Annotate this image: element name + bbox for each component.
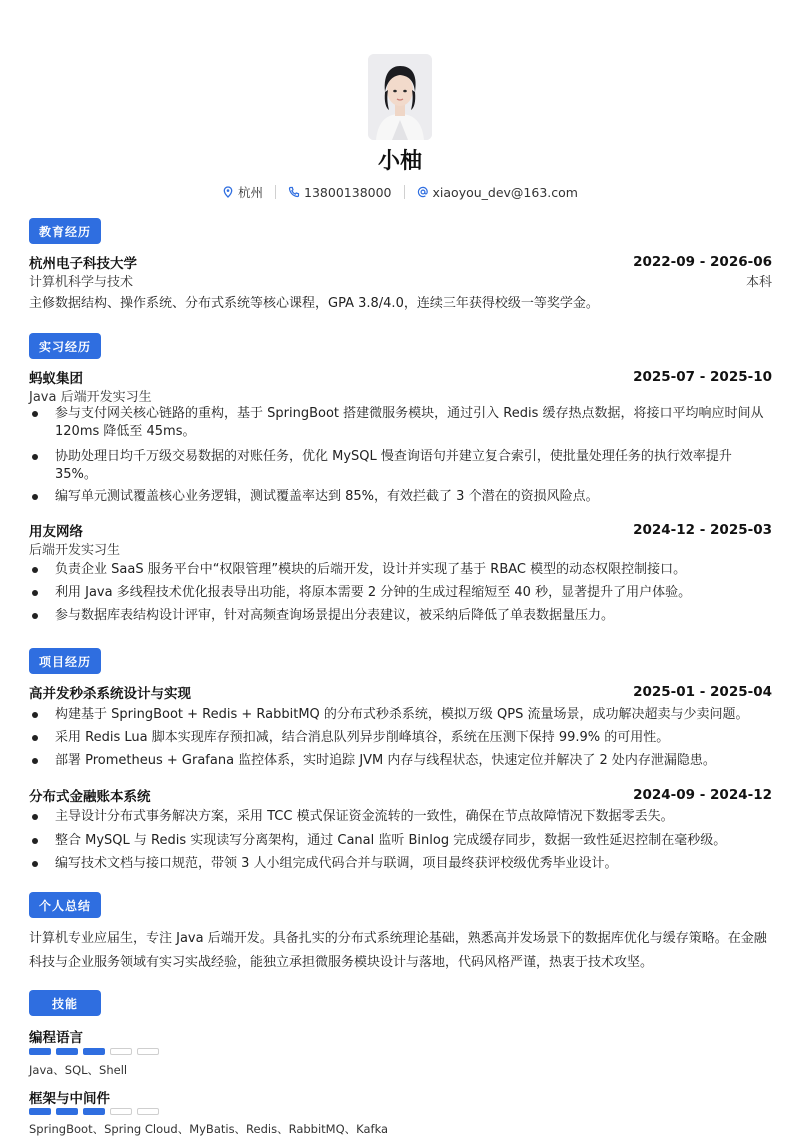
list-item [29,561,686,579]
section-heading-education: 教育经历 [29,218,101,244]
internship-date: 2025-07 - 2025-10 [633,369,772,385]
education-subheader [29,271,772,289]
bullet-text: 部署 Prometheus + Grafana 监控体系，实时追踪 JVM 内存与线程状态，快速定位并解决了 2 处内存泄漏隐患。 [55,753,716,768]
bullet-text: 采用 Redis Lua 脚本实现库存预扣减，结合消息队列异步削峰填谷，系统在压测下保持 99.9% 的可用性。 [55,730,670,745]
bullet-dot [32,613,38,619]
internship-date: 2024-12 - 2025-03 [633,522,772,538]
phone-icon [288,186,300,198]
bullet-dot [32,758,38,764]
contact-email [417,185,578,200]
section-heading-summary: 个人总结 [29,892,101,918]
bullet-dot [32,861,38,867]
skill-detail: Java、SQL、Shell [29,1063,128,1077]
skill-name: 编程语言 [29,1030,83,1046]
bullet-text: 构建基于 SpringBoot + Redis + RabbitMQ 的分布式秒杀系统，模拟万级 QPS 流量场景，成功解决超卖与少卖问题。 [55,707,749,722]
skill-level-bar [29,1048,159,1055]
education-description: 主修数据结构、操作系统、分布式系统等核心课程，GPA 3.8/4.0，连续三年获得校级一等奖学金。 [29,296,599,311]
project-name: 分布式金融账本系统 [29,789,151,805]
skill-level-filled [56,1108,78,1115]
bullet-text: 编写技术文档与接口规范，带领 3 人小组完成代码合并与联调，项目最终获评校级优秀毕业设计。 [55,856,618,871]
company-name: 蚂蚁集团 [29,371,83,387]
skill-level-filled [29,1048,51,1055]
skill-level-empty [110,1108,132,1115]
education-date: 2022-09 - 2026-06 [633,254,772,270]
list-item [29,729,669,747]
skill-detail: SpringBoot、Spring Cloud、MyBatis、Redis、RabbitMQ、Kafka [29,1122,389,1136]
bullet-dot [32,494,38,500]
major: 计算机科学与技术 [29,274,134,290]
company-name: 用友网络 [29,524,83,540]
contact-phone [288,185,391,200]
skill-level-empty [137,1108,159,1115]
section-heading-projects: 项目经历 [29,648,101,674]
list-item [29,405,774,441]
list-item [29,832,726,850]
bullet-text: 协助处理日均千万级交易数据的对账任务，优化 MySQL 慢查询语句并建立复合索引，使批量处理任务的执行效率提升 35%。 [55,449,732,482]
skill-level-empty [110,1048,132,1055]
bullet-dot [32,454,38,460]
list-item [29,808,674,826]
bullet-dot [32,814,38,820]
bullet-text: 参与支付网关核心链路的重构，基于 SpringBoot 搭建微服务模块，通过引入 Redis 缓存热点数据，将接口平均响应时间从 120ms 降低至 45ms。 [55,406,764,439]
school-name: 杭州电子科技大学 [29,256,137,272]
skill-level-filled [29,1108,51,1115]
email-text[interactable]: xiaoyou_dev@163.com [432,184,578,200]
contact-divider [404,185,405,199]
list-item [29,607,614,625]
list-item [29,488,599,506]
job-role: Java 后端开发实习生 [29,389,152,405]
skill-name: 框架与中间件 [29,1091,110,1107]
internship-role-row [29,539,772,557]
skill-level-bar [29,1108,159,1115]
project-header [29,683,772,701]
bullet-dot [32,567,38,573]
skill-level-filled [83,1048,105,1055]
contact-city [222,183,263,201]
skill-level-filled [56,1048,78,1055]
list-item [29,706,749,724]
bullet-dot [32,590,38,596]
bullet-dot [32,712,38,718]
project-header [29,786,772,804]
bullet-text: 整合 MySQL 与 Redis 实现读写分离架构，通过 Canal 监听 Binlog 完成缓存同步，数据一致性延迟控制在毫秒级。 [55,833,727,848]
bullet-text: 编写单元测试覆盖核心业务逻辑，测试覆盖率达到 85%，有效拦截了 3 个潜在的资损风险点。 [55,489,599,504]
contact-divider [275,185,276,199]
profile-photo [368,54,432,140]
bullet-text: 参与数据库表结构设计评审，针对高频查询场景提出分表建议，被采纳后降低了单表数据量压力。 [55,608,615,623]
skill-level-empty [137,1048,159,1055]
project-name: 高并发秒杀系统设计与实现 [29,686,191,702]
skill-level-filled [83,1108,105,1115]
city-text: 杭州 [238,185,264,200]
bullet-text: 主导设计分布式事务解决方案，采用 TCC 模式保证资金流转的一致性，确保在节点故障情况下数据零丢失。 [55,809,674,824]
degree: 本科 [745,274,772,290]
location-pin-icon [222,186,234,198]
list-item [29,584,691,602]
education-header [29,253,772,271]
bullet-dot [32,411,38,417]
list-item [29,752,716,770]
at-sign-icon [417,186,429,198]
internship-header [29,521,772,539]
section-heading-internship: 实习经历 [29,333,101,359]
bullet-text: 利用 Java 多线程技术优化报表导出功能，将原本需要 2 分钟的生成过程缩短至 40 秒，显著提升了用户体验。 [55,585,692,600]
bullet-text: 负责企业 SaaS 服务平台中“权限管理”模块的后端开发，设计并实现了基于 RBAC 模型的动态权限控制接口。 [55,562,687,577]
internship-role-row [29,386,772,404]
job-role: 后端开发实习生 [29,542,121,558]
internship-header [29,368,772,386]
summary-text: 计算机专业应届生，专注 Java 后端开发。具备扎实的分布式系统理论基础，熟悉高并发场景下的数据库优化与缓存策略。在金融科技与企业服务领域有实习实战经验，能独立承担微服务模块设计与落地，代码风格严谨，热衷于技术攻坚。 [29,931,767,970]
section-heading-skills: 技能 [29,990,101,1016]
bullet-dot [32,735,38,741]
project-date: 2025-01 - 2025-04 [633,684,772,700]
contact-bar [0,182,800,202]
candidate-name: 小柚 [377,149,422,174]
list-item [29,448,774,484]
phone-text[interactable]: 13800138000 [304,184,392,200]
portrait-image [368,54,432,140]
list-item [29,855,618,873]
bullet-dot [32,838,38,844]
project-date: 2024-09 - 2024-12 [633,787,772,803]
